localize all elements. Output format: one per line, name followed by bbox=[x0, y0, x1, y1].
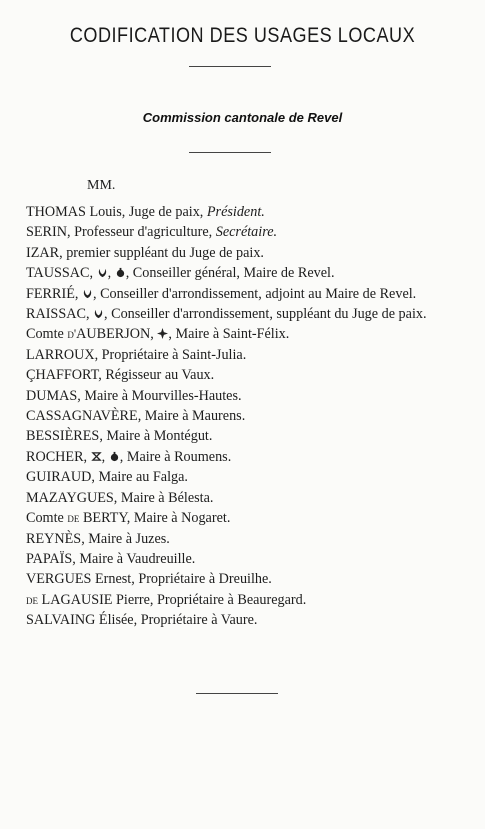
member-entry: MAZAYGUES, Maire à Bélesta. bbox=[26, 489, 214, 506]
member-description: Propriétaire à Dreuilhe. bbox=[138, 571, 272, 588]
member-name: REYNÈS bbox=[26, 530, 82, 547]
member-entry: CASSAGNAVÈRE, Maire à Maurens. bbox=[26, 408, 246, 425]
divider-rule bbox=[189, 66, 271, 67]
member-name: SERIN bbox=[26, 224, 67, 241]
member-name: GUIRAUD bbox=[26, 469, 92, 486]
member-entry: de LAGAUSIE Pierre, Propriétaire à Beauregard. bbox=[26, 591, 307, 608]
member-entry: RAISSAC, , Conseiller d'arrondissement, suppléant du Juge de paix. bbox=[26, 306, 427, 323]
member-description: Propriétaire à Vaure. bbox=[140, 612, 258, 629]
member-name: LAGAUSIE Pierre bbox=[41, 591, 150, 608]
member-role: Professeur d'agriculture bbox=[74, 224, 209, 241]
member-description: Propriétaire à Beauregard. bbox=[157, 591, 307, 608]
academic-palms-icon bbox=[97, 267, 108, 278]
member-entry: FERRIÉ, , Conseiller d'arrondissement, adjoint au Maire de Revel. bbox=[26, 285, 417, 302]
member-name: DUMAS bbox=[26, 387, 78, 404]
member-description: Maire à Nogaret. bbox=[133, 510, 231, 527]
member-name: LARROUX bbox=[26, 346, 95, 363]
member-entry: SALVAING Élisée, Propriétaire à Vaure. bbox=[26, 612, 258, 629]
agricultural-merit-icon bbox=[109, 451, 120, 462]
member-name: BESSIÈRES bbox=[26, 428, 100, 445]
member-description: Conseiller d'arrondissement, adjoint au Maire de Revel. bbox=[100, 285, 417, 302]
salutation: MM. bbox=[87, 178, 116, 193]
member-entry: ÇHAFFORT, Régisseur au Vaux. bbox=[26, 367, 215, 384]
member-entry: ROCHER, , , Maire à Roumens. bbox=[26, 448, 232, 465]
member-description: Maire à Maurens. bbox=[144, 408, 246, 425]
member-name: BERTY bbox=[82, 510, 127, 527]
member-entry: Comte d'AUBERJON, , Maire à Saint-Félix. bbox=[26, 326, 290, 343]
member-entry: SERIN, Professeur d'agriculture, Secrétaire. bbox=[26, 224, 278, 241]
member-description: Maire à Juzes. bbox=[88, 530, 170, 547]
member-entry: TAUSSAC, , , Conseiller général, Maire de Revel. bbox=[26, 265, 335, 282]
member-description: Maire à Mourvilles-Hautes. bbox=[84, 387, 242, 404]
member-name: TAUSSAC bbox=[26, 265, 90, 282]
member-prefix: Comte bbox=[26, 326, 64, 343]
member-name: MAZAYGUES bbox=[26, 489, 114, 506]
member-description: premier suppléant du Juge de paix. bbox=[66, 244, 264, 261]
member-description: Maire à Roumens. bbox=[126, 448, 232, 465]
member-entry: LARROUX, Propriétaire à Saint-Julia. bbox=[26, 346, 247, 363]
member-entry: THOMAS Louis, Juge de paix, Président. bbox=[26, 204, 265, 220]
commission-subtitle: Commission cantonale de Revel bbox=[142, 110, 343, 125]
document-title: CODIFICATION DES USAGES LOCAUX bbox=[69, 24, 416, 47]
member-entry: BESSIÈRES, Maire à Montégut. bbox=[26, 428, 213, 445]
member-entry: REYNÈS, Maire à Juzes. bbox=[26, 530, 170, 547]
member-name: RAISSAC bbox=[26, 306, 86, 323]
divider-rule bbox=[189, 152, 271, 153]
member-name: CASSAGNAVÈRE bbox=[26, 408, 138, 425]
member-entry: IZAR, premier suppléant du Juge de paix. bbox=[26, 244, 264, 261]
divider-rule bbox=[196, 693, 278, 694]
member-name: ÇHAFFORT bbox=[26, 367, 99, 384]
member-particle: de bbox=[26, 592, 38, 607]
member-description: Maire à Vaudreuille. bbox=[79, 550, 196, 567]
member-particle: de bbox=[67, 511, 80, 526]
member-function: Président. bbox=[206, 204, 265, 220]
member-particle: d' bbox=[67, 327, 77, 342]
member-name: SALVAING Élisée bbox=[26, 612, 134, 629]
member-entry: VERGUES Ernest, Propriétaire à Dreuilhe. bbox=[26, 571, 272, 588]
member-description: Conseiller d'arrondissement, suppléant du Juge de paix. bbox=[111, 306, 427, 323]
member-description: Régisseur au Vaux. bbox=[105, 367, 215, 384]
member-name: FERRIÉ bbox=[26, 285, 75, 302]
member-entry: DUMAS, Maire à Mourvilles-Hautes. bbox=[26, 387, 242, 404]
member-description: Maire au Falga. bbox=[98, 469, 188, 486]
academic-palms-icon bbox=[93, 308, 104, 319]
legion-of-honor-icon bbox=[157, 328, 168, 339]
member-function: Secrétaire. bbox=[215, 224, 278, 241]
member-name: ROCHER bbox=[26, 448, 84, 465]
agricultural-merit-icon bbox=[115, 267, 126, 278]
member-entry: Comte de BERTY, Maire à Nogaret. bbox=[26, 510, 231, 527]
member-description: Maire à Montégut. bbox=[106, 428, 213, 445]
member-description: Maire à Saint-Félix. bbox=[175, 326, 290, 343]
merit-decoration-icon bbox=[91, 451, 102, 462]
member-name: AUBERJON bbox=[76, 326, 151, 343]
member-role: Juge de paix bbox=[128, 204, 200, 220]
member-name: THOMAS Louis bbox=[26, 204, 122, 220]
member-name: VERGUES Ernest bbox=[26, 571, 132, 588]
member-name: IZAR bbox=[26, 244, 60, 261]
member-description: Maire à Bélesta. bbox=[120, 489, 214, 506]
member-entry: GUIRAUD, Maire au Falga. bbox=[26, 469, 188, 486]
member-prefix: Comte bbox=[26, 510, 64, 527]
member-description: Propriétaire à Saint-Julia. bbox=[101, 346, 247, 363]
members-list bbox=[26, 202, 456, 631]
member-entry: PAPAÏS, Maire à Vaudreuille. bbox=[26, 550, 196, 567]
academic-palms-icon bbox=[82, 288, 93, 299]
member-description: Conseiller général, Maire de Revel. bbox=[132, 265, 335, 282]
member-name: PAPAÏS bbox=[26, 550, 73, 567]
